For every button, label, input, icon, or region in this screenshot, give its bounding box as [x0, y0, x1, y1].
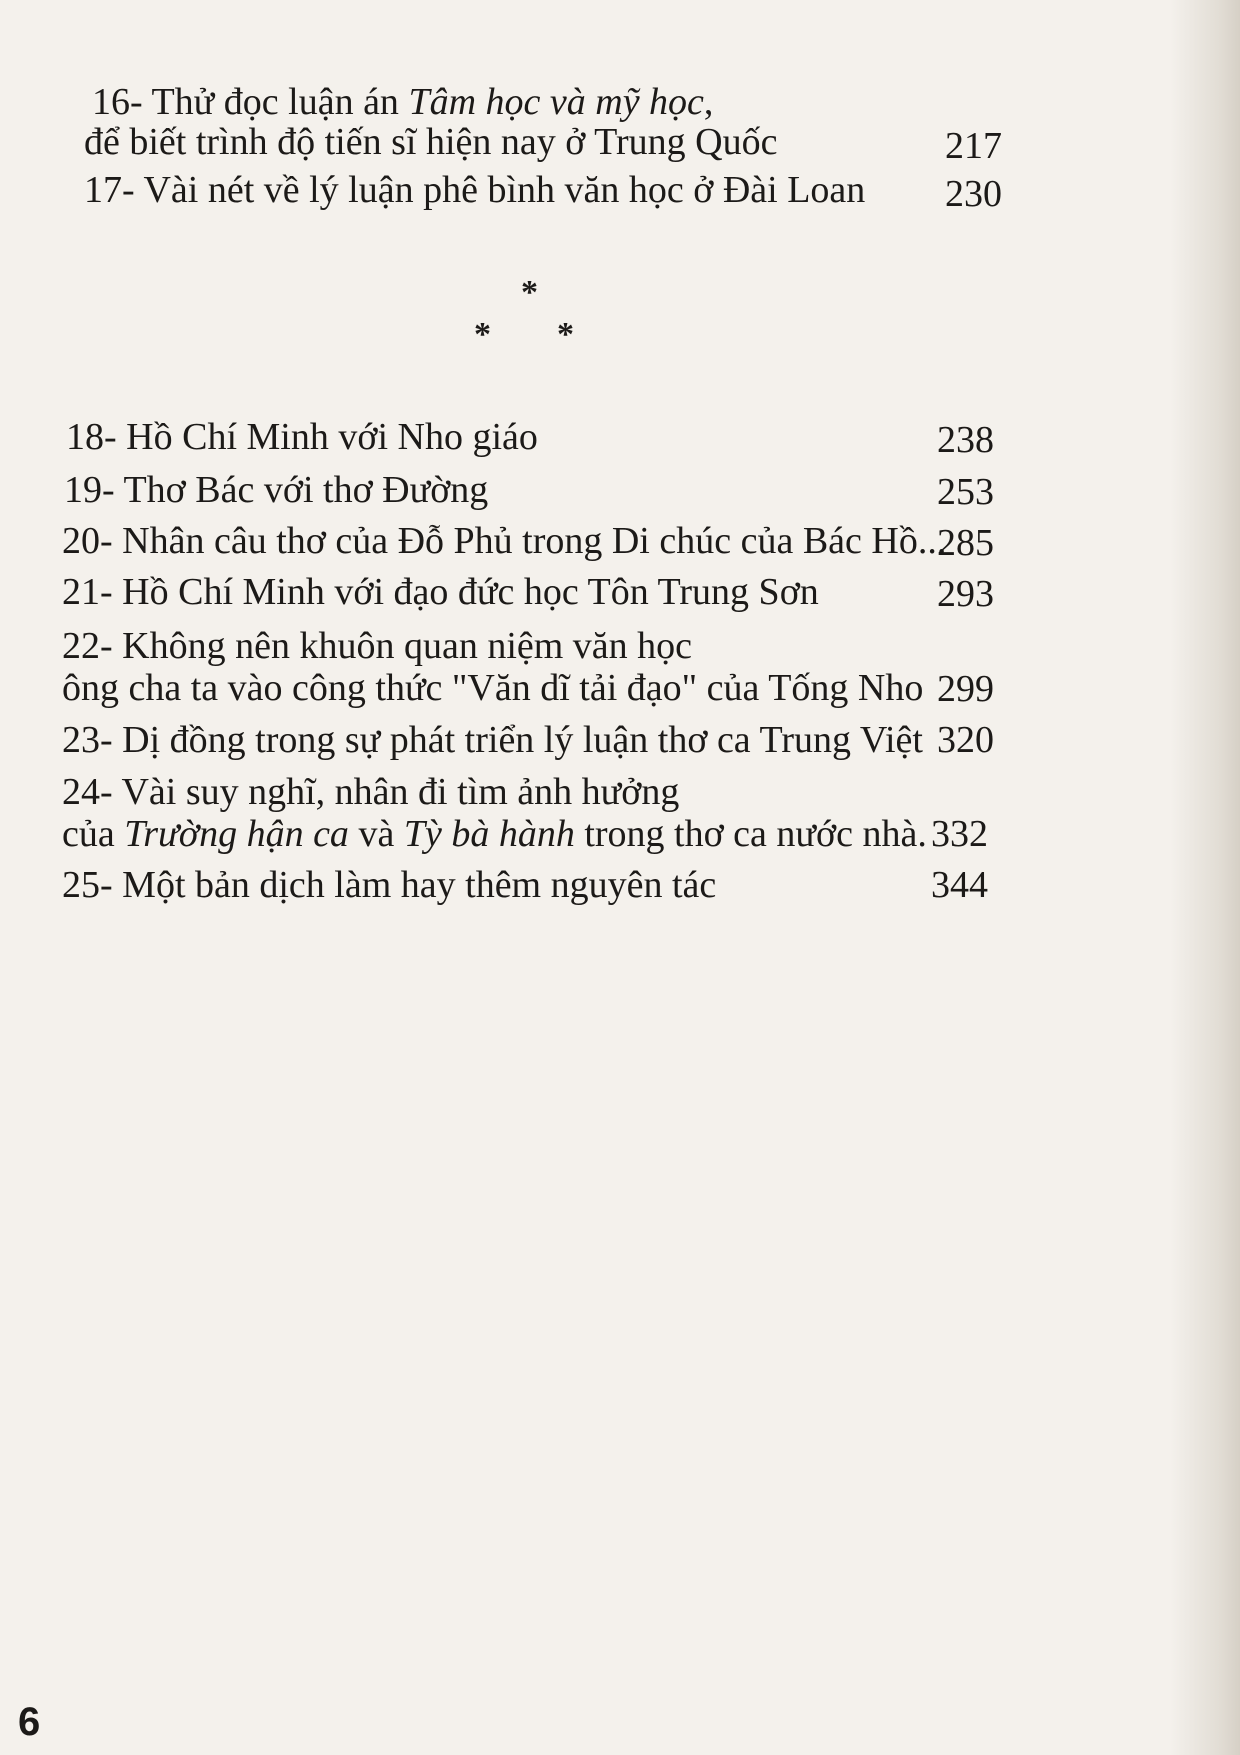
toc-entry-24-italic-title-2: Tỳ bà hành	[403, 813, 575, 855]
toc-entry-24-line1: 24- Vài suy nghĩ, nhân đi tìm ảnh hưởng	[62, 771, 680, 813]
toc-entry-21-page: 293	[937, 573, 994, 615]
toc-entry-16-page: 217	[945, 125, 1002, 167]
toc-entry-24-text-a: của	[62, 813, 125, 855]
toc-entry-16-punct: ,	[703, 81, 714, 123]
toc-entry-24-italic-title-1: Trường hận ca	[124, 813, 349, 855]
toc-entry-17-page: 230	[945, 173, 1002, 215]
toc-entry-23: 23- Dị đồng trong sự phát triển lý luận thơ ca Trung Việt	[62, 719, 923, 761]
toc-entry-19: 19- Thơ Bác với thơ Đường	[64, 469, 489, 511]
toc-entry-22-page: 299	[937, 668, 994, 710]
toc-entry-20-page: 285	[937, 522, 994, 564]
toc-entry-21: 21- Hồ Chí Minh với đạo đức học Tôn Trung Sơn	[62, 571, 819, 613]
separator-star-top: *	[521, 274, 538, 311]
toc-entry-24-text-b: và	[348, 813, 404, 855]
toc-entry-16-line2: để biết trình độ tiến sĩ hiện nay ở Trung Quốc	[84, 121, 778, 163]
page-edge-shadow	[1170, 0, 1240, 1755]
toc-entry-22-line2: ông cha ta vào công thức "Văn dĩ tải đạo" của Tống Nho	[62, 667, 924, 709]
toc-entry-16-line1	[92, 80, 713, 124]
separator-star-right: *	[557, 316, 574, 353]
toc-entry-25-page: 344	[931, 864, 988, 906]
toc-entry-20: 20- Nhân câu thơ của Đỗ Phủ trong Di chúc của Bác Hồ...	[62, 520, 947, 562]
toc-entry-23-page: 320	[937, 719, 994, 761]
toc-entry-18: 18- Hồ Chí Minh với Nho giáo	[66, 416, 538, 458]
toc-entry-18-page: 238	[937, 419, 994, 461]
separator-star-left: *	[474, 316, 491, 353]
toc-entry-19-page: 253	[937, 471, 994, 513]
page-number: 6	[18, 1700, 41, 1744]
toc-entry-24-text-c: trong thơ ca nước nhà.	[574, 813, 927, 855]
toc-entry-17: 17- Vài nét về lý luận phê bình văn học ở Đài Loan	[84, 169, 866, 211]
toc-entry-16-text: 16- Thử đọc luận án	[92, 81, 409, 123]
toc-entry-24-page: 332	[931, 813, 988, 855]
toc-entry-25: 25- Một bản dịch làm hay thêm nguyên tác	[62, 864, 717, 906]
toc-entry-22-line1: 22- Không nên khuôn quan niệm văn học	[62, 625, 693, 667]
toc-entry-16-italic-title: Tâm học và mỹ học	[408, 81, 704, 123]
toc-entry-24-line2	[62, 812, 927, 856]
